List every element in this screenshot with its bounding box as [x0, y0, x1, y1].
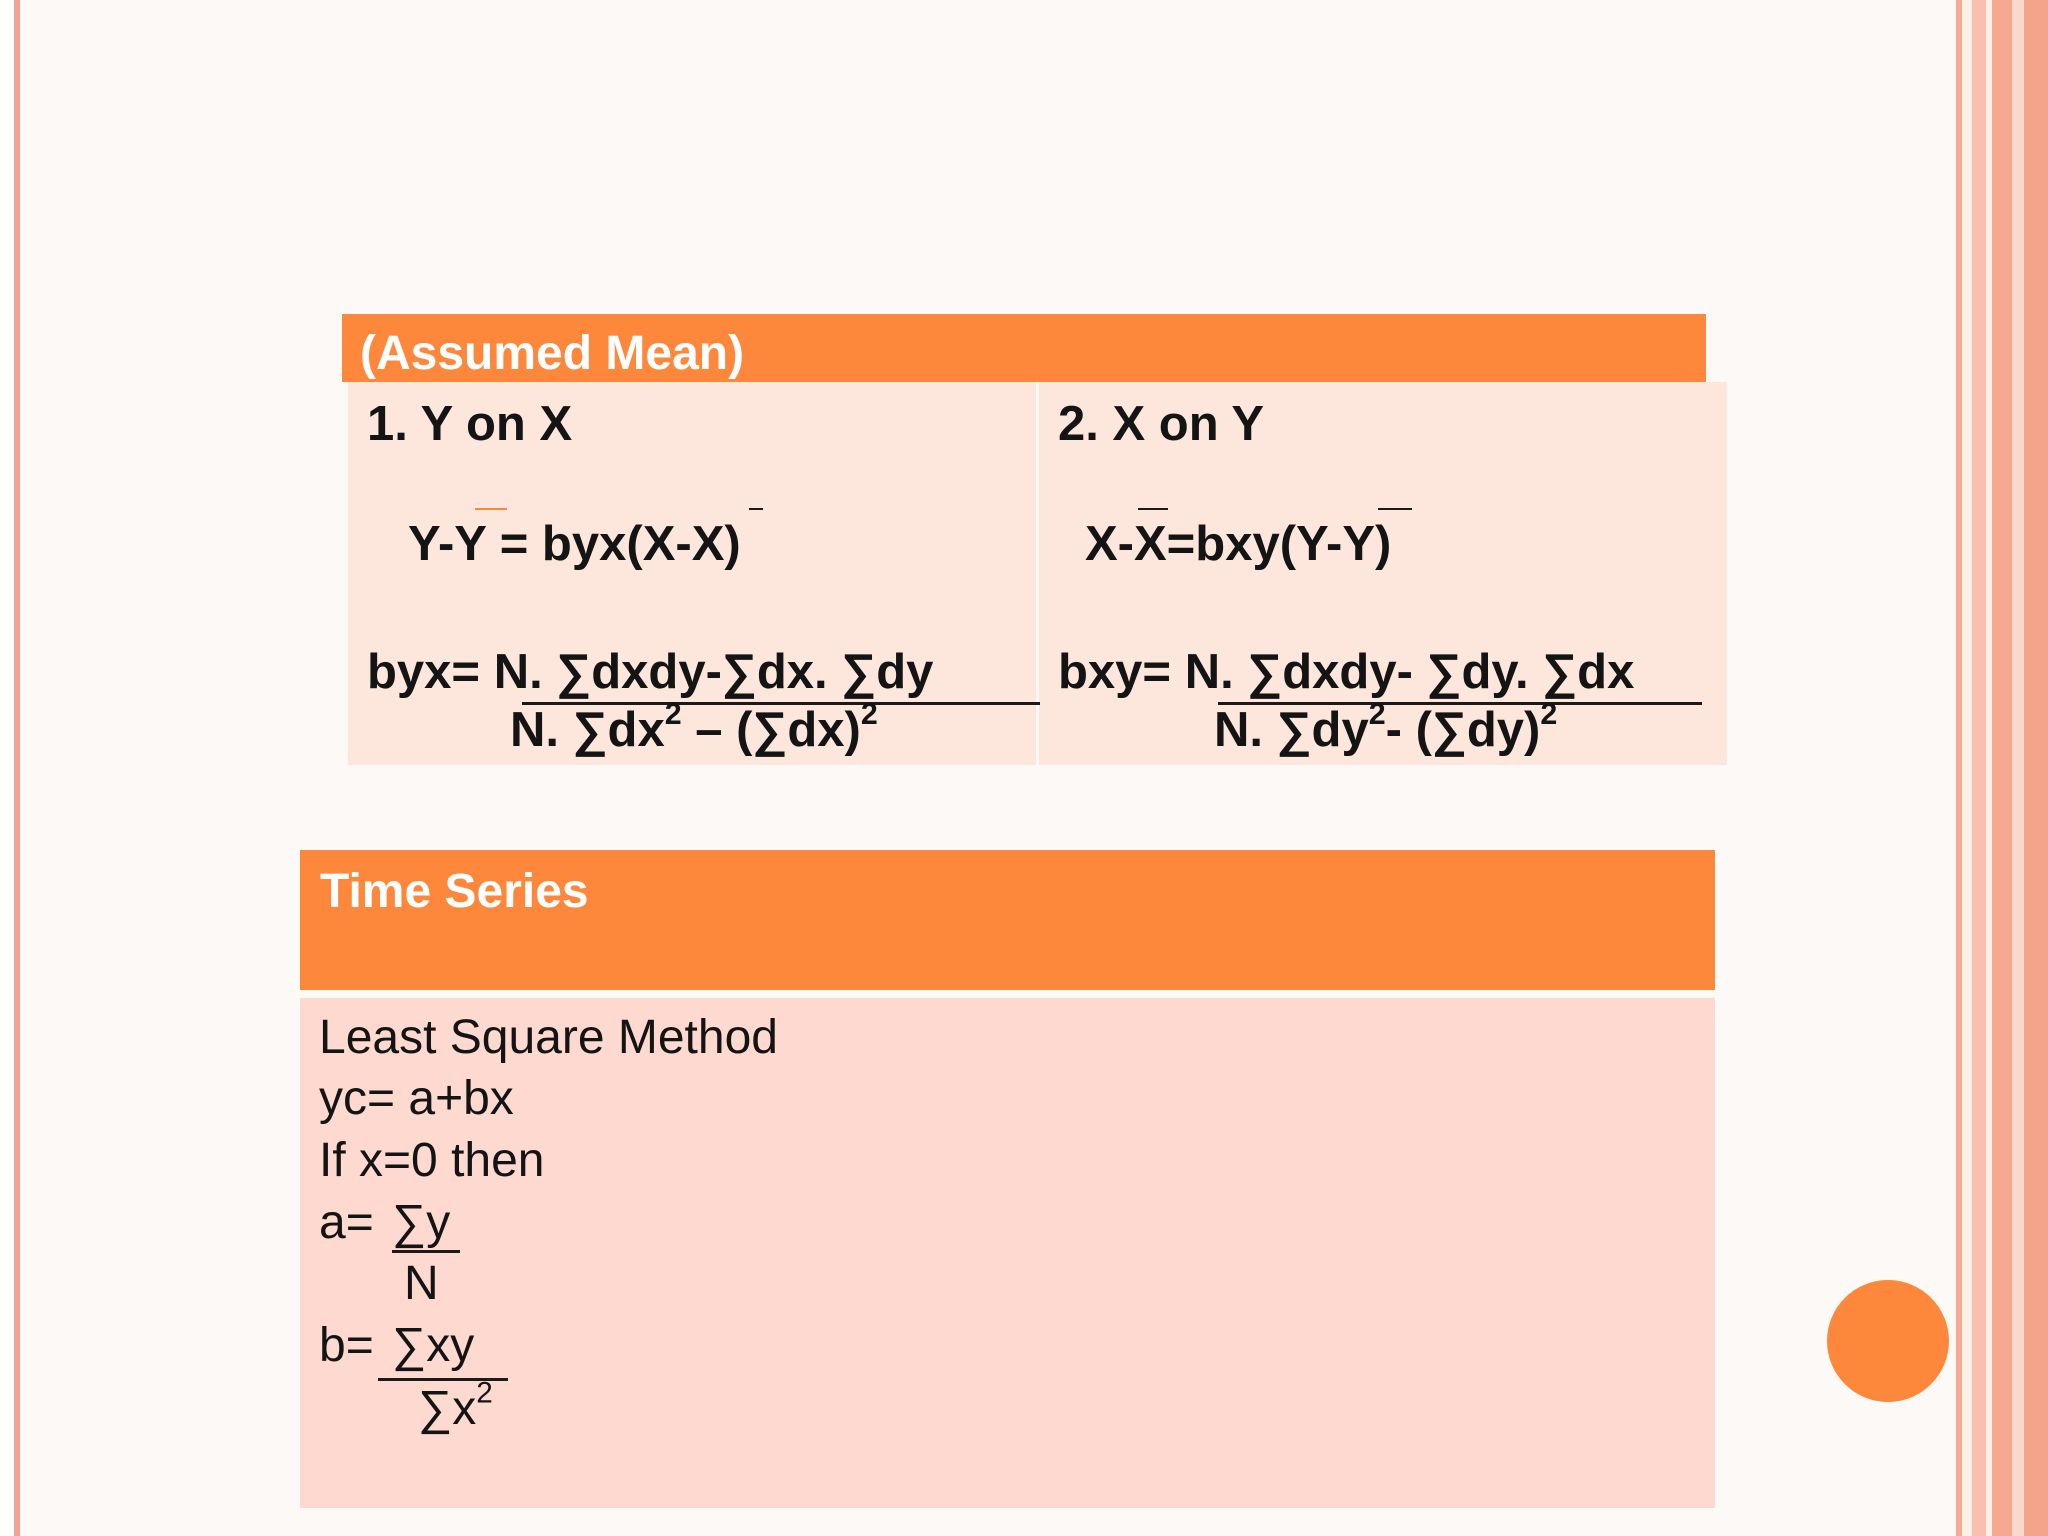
bxy-numerator: N. ∑dxdy- ∑dy. ∑dx — [1184, 645, 1635, 699]
byx-numerator: N. ∑dxdy-∑dx. ∑dy — [493, 645, 934, 699]
right-border-stripe — [2024, 0, 2048, 1536]
right-border-stripe — [1972, 0, 1986, 1536]
a-fraction-bar — [392, 1250, 460, 1253]
y-on-x-equation: Y-Y = byx(X-X) — [408, 517, 741, 571]
condition-text: If x=0 then — [319, 1134, 545, 1187]
bxy-denominator-mid: - (∑dy) — [1385, 703, 1541, 757]
b-numerator: ∑xy — [392, 1319, 475, 1372]
regression-header-title: (Assumed Mean) — [360, 327, 745, 380]
y-on-x-title: 1. Y on X — [367, 397, 573, 451]
x-on-y-equation: X-X=bxy(Y-Y) — [1085, 517, 1392, 571]
byx-denominator-base: N. ∑dx — [510, 703, 665, 757]
decorative-orange-circle — [1827, 1280, 1949, 1402]
byx-denominator-exponent: 2 — [664, 697, 682, 732]
byx-denominator-exponent: 2 — [860, 697, 878, 732]
bxy-denominator-exponent: 2 — [1368, 697, 1386, 732]
x-mean-overbar — [749, 508, 763, 510]
right-border-stripe — [1962, 0, 1972, 1536]
bxy-label: bxy= — [1058, 645, 1172, 699]
y-mean-overbar — [1378, 508, 1412, 510]
time-series-header-title: Time Series — [320, 865, 589, 918]
left-border-stripe — [14, 0, 20, 1536]
bxy-formula — [1058, 644, 1634, 700]
right-border-stripe — [2012, 0, 2024, 1536]
b-denominator — [418, 1376, 493, 1436]
a-numerator: ∑y — [392, 1196, 451, 1249]
b-denominator-base: ∑x — [418, 1382, 477, 1435]
x-mean-overbar — [1138, 508, 1168, 510]
b-denominator-exponent: 2 — [476, 1376, 493, 1410]
byx-denominator — [510, 697, 878, 758]
a-label: a= — [319, 1196, 374, 1249]
byx-label: byx= — [367, 645, 481, 699]
trend-equation: yc= a+bx — [319, 1072, 514, 1125]
byx-denominator-mid: – (∑dx) — [681, 703, 861, 757]
bxy-denominator-base: N. ∑dy — [1214, 703, 1369, 757]
a-denominator: N — [404, 1257, 439, 1310]
bxy-denominator — [1214, 697, 1558, 758]
method-name: Least Square Method — [319, 1011, 778, 1064]
y-mean-overbar — [475, 508, 507, 510]
b-label: b= — [319, 1319, 374, 1372]
right-border-stripe — [1992, 0, 2012, 1536]
x-on-y-title: 2. X on Y — [1058, 397, 1265, 451]
bxy-denominator-exponent: 2 — [1540, 697, 1558, 732]
byx-formula — [367, 644, 933, 700]
